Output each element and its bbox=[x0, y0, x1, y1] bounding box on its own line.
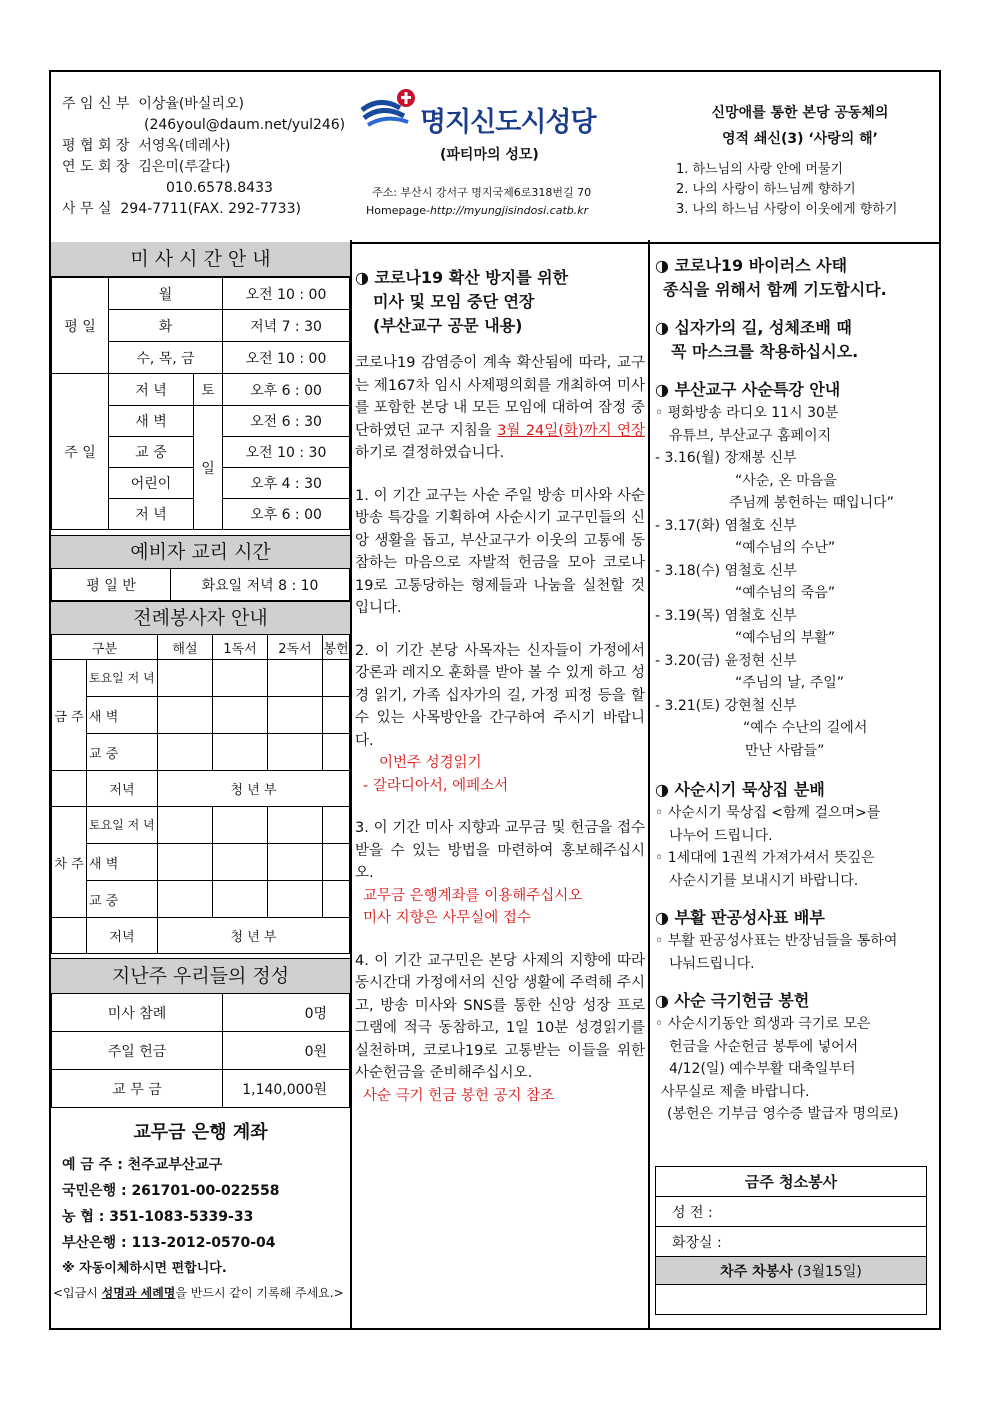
sat-label: 토 bbox=[194, 374, 223, 406]
lecture-date: - 3.18(수) 염철호 신부 bbox=[655, 562, 797, 579]
server-slot: 새 벽 bbox=[87, 697, 158, 734]
servers-header: 해설 bbox=[157, 635, 212, 660]
patron: (파티마의 성모) bbox=[440, 147, 539, 163]
server-slot: 토요일 저 녁 bbox=[87, 807, 158, 844]
server-slot: 저녁 bbox=[87, 918, 158, 954]
lecture-topic: “주님의 날, 주일” bbox=[735, 675, 845, 691]
council-label: 평 협 회 장 bbox=[62, 138, 130, 154]
mass-time: 오전 10 : 00 bbox=[223, 278, 350, 310]
church-emblem-icon bbox=[360, 88, 416, 128]
note-text: <입금시 bbox=[53, 1286, 102, 1300]
pastor-label: 주 임 신 부 bbox=[62, 96, 130, 112]
servers-header: 봉헌 bbox=[322, 635, 349, 660]
lecture-date: - 3.17(화) 염철호 신부 bbox=[655, 517, 797, 534]
offering-title: 지난주 우리들의 정성 bbox=[51, 958, 350, 994]
motto-item: 1. 하느님의 사랑 안에 머물기 bbox=[676, 162, 844, 177]
notice-highlight: - 갈라디아서, 에페소서 bbox=[363, 777, 509, 794]
bank-line: 국민은행 : 261701-00-022558 bbox=[62, 1183, 280, 1199]
motto-list bbox=[676, 160, 897, 220]
header-staff bbox=[62, 94, 345, 220]
server-youth: 청 년 부 bbox=[157, 771, 349, 807]
mass-table bbox=[51, 277, 350, 530]
notice-highlight: 3월 24일(화)까지 연장 bbox=[497, 422, 645, 439]
notice-highlight: 이번주 성경읽기 bbox=[379, 755, 482, 771]
server-slot: 토요일 저 녁 bbox=[87, 660, 158, 697]
notice-paragraph: 4. 이 기간 교구민은 본당 사제의 지향에 따라 동시간대 가정에서의 신앙 생활에 주력해 주시고, 방송 미사와 SNS를 통한 신앙 성장 프로그램에 적극 동참하고, 1일 10분 성경읽기를 실천하며, 코로나19로 고통받는 이들을 위한 사순헌금을 준비해주십시오. bbox=[355, 952, 645, 1081]
homepage-label: Homepage- bbox=[366, 204, 430, 217]
notice-title: 미사 및 모임 중단 연장 bbox=[373, 292, 535, 311]
notice-line: 사순시기를 보내시기 바랍니다. bbox=[669, 872, 859, 889]
notice-title: ◑ 부활 판공성사표 배부 bbox=[655, 908, 825, 927]
mass-day: 화 bbox=[109, 310, 223, 342]
lecture-info: ◦ 평화방송 라디오 11시 30분 bbox=[655, 405, 839, 421]
offering-table bbox=[51, 993, 350, 1108]
notice-paragraph bbox=[355, 352, 645, 465]
notice-highlight: 교무금 은행계좌를 이용해주십시오 bbox=[363, 887, 583, 904]
servers-header: 2독서 bbox=[267, 635, 322, 660]
cleaning-row: 화장실 : bbox=[656, 1227, 927, 1257]
middle-column bbox=[355, 266, 645, 1107]
mass-name: 새 벽 bbox=[109, 406, 194, 437]
offering-label: 미사 참례 bbox=[52, 994, 223, 1032]
bank-note bbox=[53, 1284, 349, 1302]
notice-paragraph: 1. 이 기간 교구는 사순 주일 방송 미사와 사순 방송 특강을 기획하여 사순시기 교구민들의 신앙 생활을 돕고, 부산교구가 이웃의 고통에 동참하는 마음으로 자발적 헌금을 모아 코로나19로 고통당하는 형제들과 나눔을 실천할 것입니다. bbox=[355, 487, 645, 616]
motto-line1: 신망애를 통한 본당 공동체의 bbox=[711, 105, 889, 121]
mass-time: 오후 6 : 00 bbox=[223, 374, 350, 406]
this-week-label: 금 주 bbox=[52, 660, 87, 771]
notice-line: ◦ 1세대에 1권씩 가져가셔서 뜻깊은 bbox=[655, 850, 875, 866]
motto-item: 3. 나의 하느님 사랑이 이웃에게 향하기 bbox=[676, 202, 898, 217]
notice-title: ◑ 사순시기 묵상집 분배 bbox=[655, 780, 825, 799]
offering-value: 0명 bbox=[223, 994, 350, 1032]
car-date: (3월15일) bbox=[797, 1263, 862, 1280]
next-week-label: 차 주 bbox=[52, 807, 87, 918]
note-text: 을 반드시 같이 기록해 주세요.> bbox=[175, 1286, 344, 1300]
region-label: 연 도 회 장 bbox=[62, 159, 130, 175]
catechism-title: 예비자 교리 시간 bbox=[51, 535, 350, 569]
sun-label: 일 bbox=[194, 406, 223, 530]
motto bbox=[670, 100, 930, 152]
lecture-date: - 3.20(금) 윤정현 신부 bbox=[655, 652, 797, 669]
lecture-date: - 3.21(토) 강현철 신부 bbox=[655, 697, 797, 714]
servers-table bbox=[51, 634, 350, 954]
right-column bbox=[655, 254, 940, 1126]
church-logo bbox=[360, 88, 416, 132]
column-divider bbox=[350, 240, 352, 1330]
notice-title: 종식을 위해서 함께 기도합시다. bbox=[663, 280, 887, 299]
bank-accounts bbox=[62, 1152, 279, 1282]
offering-value: 0원 bbox=[223, 1032, 350, 1070]
notice-text: 코로나19 감염증이 계속 확산됨에 따라, 교구는 제167차 임시 사제평의회를 개최하여 미사를 포함한 본당 내 모든 모임에 대하여 잠정 중단하였던 교구 지침을 bbox=[355, 355, 645, 439]
lecture-date: - 3.19(목) 염철호 신부 bbox=[655, 607, 797, 624]
notice-line: 헌금을 사순헌금 봉투에 넣어서 bbox=[669, 1038, 859, 1055]
mass-name: 저 녁 bbox=[109, 374, 194, 406]
lecture-info: 유튜브, 부산교구 홈페이지 bbox=[669, 427, 832, 444]
notice-line: 나누어 드립니다. bbox=[669, 827, 773, 844]
mass-time: 오전 10 : 00 bbox=[223, 342, 350, 374]
sunday-label: 주 일 bbox=[52, 374, 109, 530]
notice-title: (부산교구 공문 내용) bbox=[373, 316, 523, 335]
notice-title: ◑ 사순 극기헌금 봉헌 bbox=[655, 991, 810, 1010]
notice-paragraph: 2. 이 기간 본당 사목자는 신자들이 가정에서 강론과 레지오 훈화를 받아 볼 수 있게 하고 성경 읽기, 가족 십자가의 길, 가정 피정 등을 할 수 있는 사목방안을 간구하여 주시기 바랍니다. bbox=[355, 642, 645, 749]
notice-title: ◑ 십자가의 길, 성체조배 때 bbox=[655, 318, 852, 337]
lecture-topic: “예수님의 수난” bbox=[735, 540, 836, 556]
car-title: 차주 차봉사 bbox=[720, 1263, 793, 1280]
motto-line2: 영적 쇄신(3) ‘사랑의 해’ bbox=[722, 131, 878, 147]
mass-time: 저녁 7 : 30 bbox=[223, 310, 350, 342]
office-phone: 294-7711(FAX. 292-7733) bbox=[120, 201, 301, 217]
note-emphasis: 성명과 세례명 bbox=[101, 1286, 176, 1300]
notice-line: ◦ 사순시기동안 희생과 극기로 모은 bbox=[655, 1016, 871, 1032]
motto-item: 2. 나의 사랑이 하느님께 향하기 bbox=[676, 182, 856, 197]
mass-time: 오후 6 : 00 bbox=[223, 499, 350, 530]
servers-header: 1독서 bbox=[212, 635, 267, 660]
server-slot: 저녁 bbox=[87, 771, 158, 807]
pastor-name: 이상율(바실리오) bbox=[138, 96, 244, 112]
mass-name: 저 녁 bbox=[109, 499, 194, 530]
bank-line: 부산은행 : 113-2012-0570-04 bbox=[62, 1235, 276, 1251]
bank-title: 교무금 은행 계좌 bbox=[133, 1122, 268, 1143]
office-label: 사 무 실 bbox=[62, 201, 112, 217]
column-divider bbox=[648, 240, 650, 1330]
notice-paragraph: 3. 이 기간 미사 지향과 교무금 및 헌금을 접수받을 수 있는 방법을 마련하여 홍보해주십시오. bbox=[355, 820, 645, 881]
notice-title: 꼭 마스크를 착용하십시오. bbox=[671, 342, 859, 361]
bank-line: 농 협 : 351-1083-5339-33 bbox=[62, 1209, 254, 1225]
notice-line: 나눠드립니다. bbox=[669, 955, 755, 972]
notice-title: ◑ 코로나19 확산 방지를 위한 bbox=[355, 268, 569, 287]
server-youth: 청 년 부 bbox=[157, 918, 349, 954]
bank-line: 예 금 주 : 천주교부산교구 bbox=[62, 1157, 223, 1173]
notice-line: 4/12(일) 예수부활 대축일부터 bbox=[669, 1061, 856, 1077]
region-name: 김은미(루갈다) bbox=[138, 159, 231, 175]
mass-name: 어린이 bbox=[109, 468, 194, 499]
server-slot: 교 중 bbox=[87, 881, 158, 918]
lecture-date: - 3.16(월) 장재봉 신부 bbox=[655, 450, 797, 466]
offering-label: 주일 헌금 bbox=[52, 1032, 223, 1070]
church-name: 명지신도시성당 bbox=[420, 107, 596, 138]
catechism-table bbox=[51, 568, 350, 601]
notice-line: (봉헌은 기부금 영수증 발급자 명의로) bbox=[667, 1106, 899, 1122]
weekday-label: 평 일 bbox=[52, 278, 109, 374]
mass-time: 오전 10 : 30 bbox=[223, 437, 350, 468]
car-service-title bbox=[656, 1257, 927, 1285]
catechism-label: 평 일 반 bbox=[52, 569, 171, 601]
mass-time: 오전 6 : 30 bbox=[223, 406, 350, 437]
offering-value: 1,140,000원 bbox=[223, 1070, 350, 1108]
notice-title: ◑ 코로나19 바이러스 사태 bbox=[655, 256, 848, 275]
notice-highlight: 사순 극기 헌금 봉헌 공지 참조 bbox=[363, 1087, 555, 1104]
lecture-topic: “사순, 온 마음을 bbox=[735, 472, 837, 489]
notice-highlight: 미사 지향은 사무실에 접수 bbox=[363, 910, 531, 926]
bank-line: ※ 자동이체하시면 편합니다. bbox=[62, 1261, 227, 1276]
homepage-link[interactable]: http://myungjisindosi.catb.kr bbox=[429, 204, 589, 217]
notice-text: 하기로 결정하였습니다. bbox=[355, 445, 505, 461]
servers-title: 전례봉사자 안내 bbox=[51, 601, 350, 635]
server-slot: 새 벽 bbox=[87, 844, 158, 881]
server-slot: 교 중 bbox=[87, 734, 158, 771]
mass-title: 미 사 시 간 안 내 bbox=[51, 242, 350, 277]
notice-line: ◦ 사순시기 묵상집 <함께 걸으며>를 bbox=[655, 805, 881, 821]
notice-line: ◦ 부활 판공성사표는 반장님들을 통하여 bbox=[655, 933, 898, 949]
lecture-topic: “예수님의 죽음” bbox=[735, 585, 836, 601]
catechism-time: 화요일 저녁 8 : 10 bbox=[171, 569, 350, 601]
offering-label: 교 무 금 bbox=[52, 1070, 223, 1108]
lecture-topic: 주님께 봉헌하는 때입니다” bbox=[729, 495, 894, 511]
mass-name: 교 중 bbox=[109, 437, 194, 468]
cleaning-row: 성 전 : bbox=[656, 1197, 927, 1227]
mass-day: 월 bbox=[109, 278, 223, 310]
lecture-topic: 만난 사람들” bbox=[745, 742, 825, 759]
servers-header: 구분 bbox=[52, 635, 158, 660]
cleaning-title: 금주 청소봉사 bbox=[656, 1167, 927, 1197]
car-service-row bbox=[656, 1285, 927, 1315]
mass-time: 오후 4 : 30 bbox=[223, 468, 350, 499]
address: 주소: 부산시 강서구 명지국제6로318번길 70 bbox=[372, 186, 592, 199]
cleaning-table bbox=[655, 1166, 927, 1315]
notice-title: ◑ 부산교구 사순특강 안내 bbox=[655, 380, 841, 399]
notice-line: 사무실로 제출 바랍니다. bbox=[661, 1083, 810, 1100]
pastor-email: (246youl@daum.net/yul246) bbox=[144, 117, 346, 133]
lecture-topic: “예수님의 부활” bbox=[735, 630, 836, 646]
region-phone: 010.6578.8433 bbox=[166, 180, 273, 196]
council-name: 서영옥(데레사) bbox=[138, 138, 231, 154]
homepage-line bbox=[366, 204, 588, 217]
mass-day: 수, 목, 금 bbox=[109, 342, 223, 374]
lecture-topic: “예수 수난의 길에서 bbox=[743, 720, 868, 736]
